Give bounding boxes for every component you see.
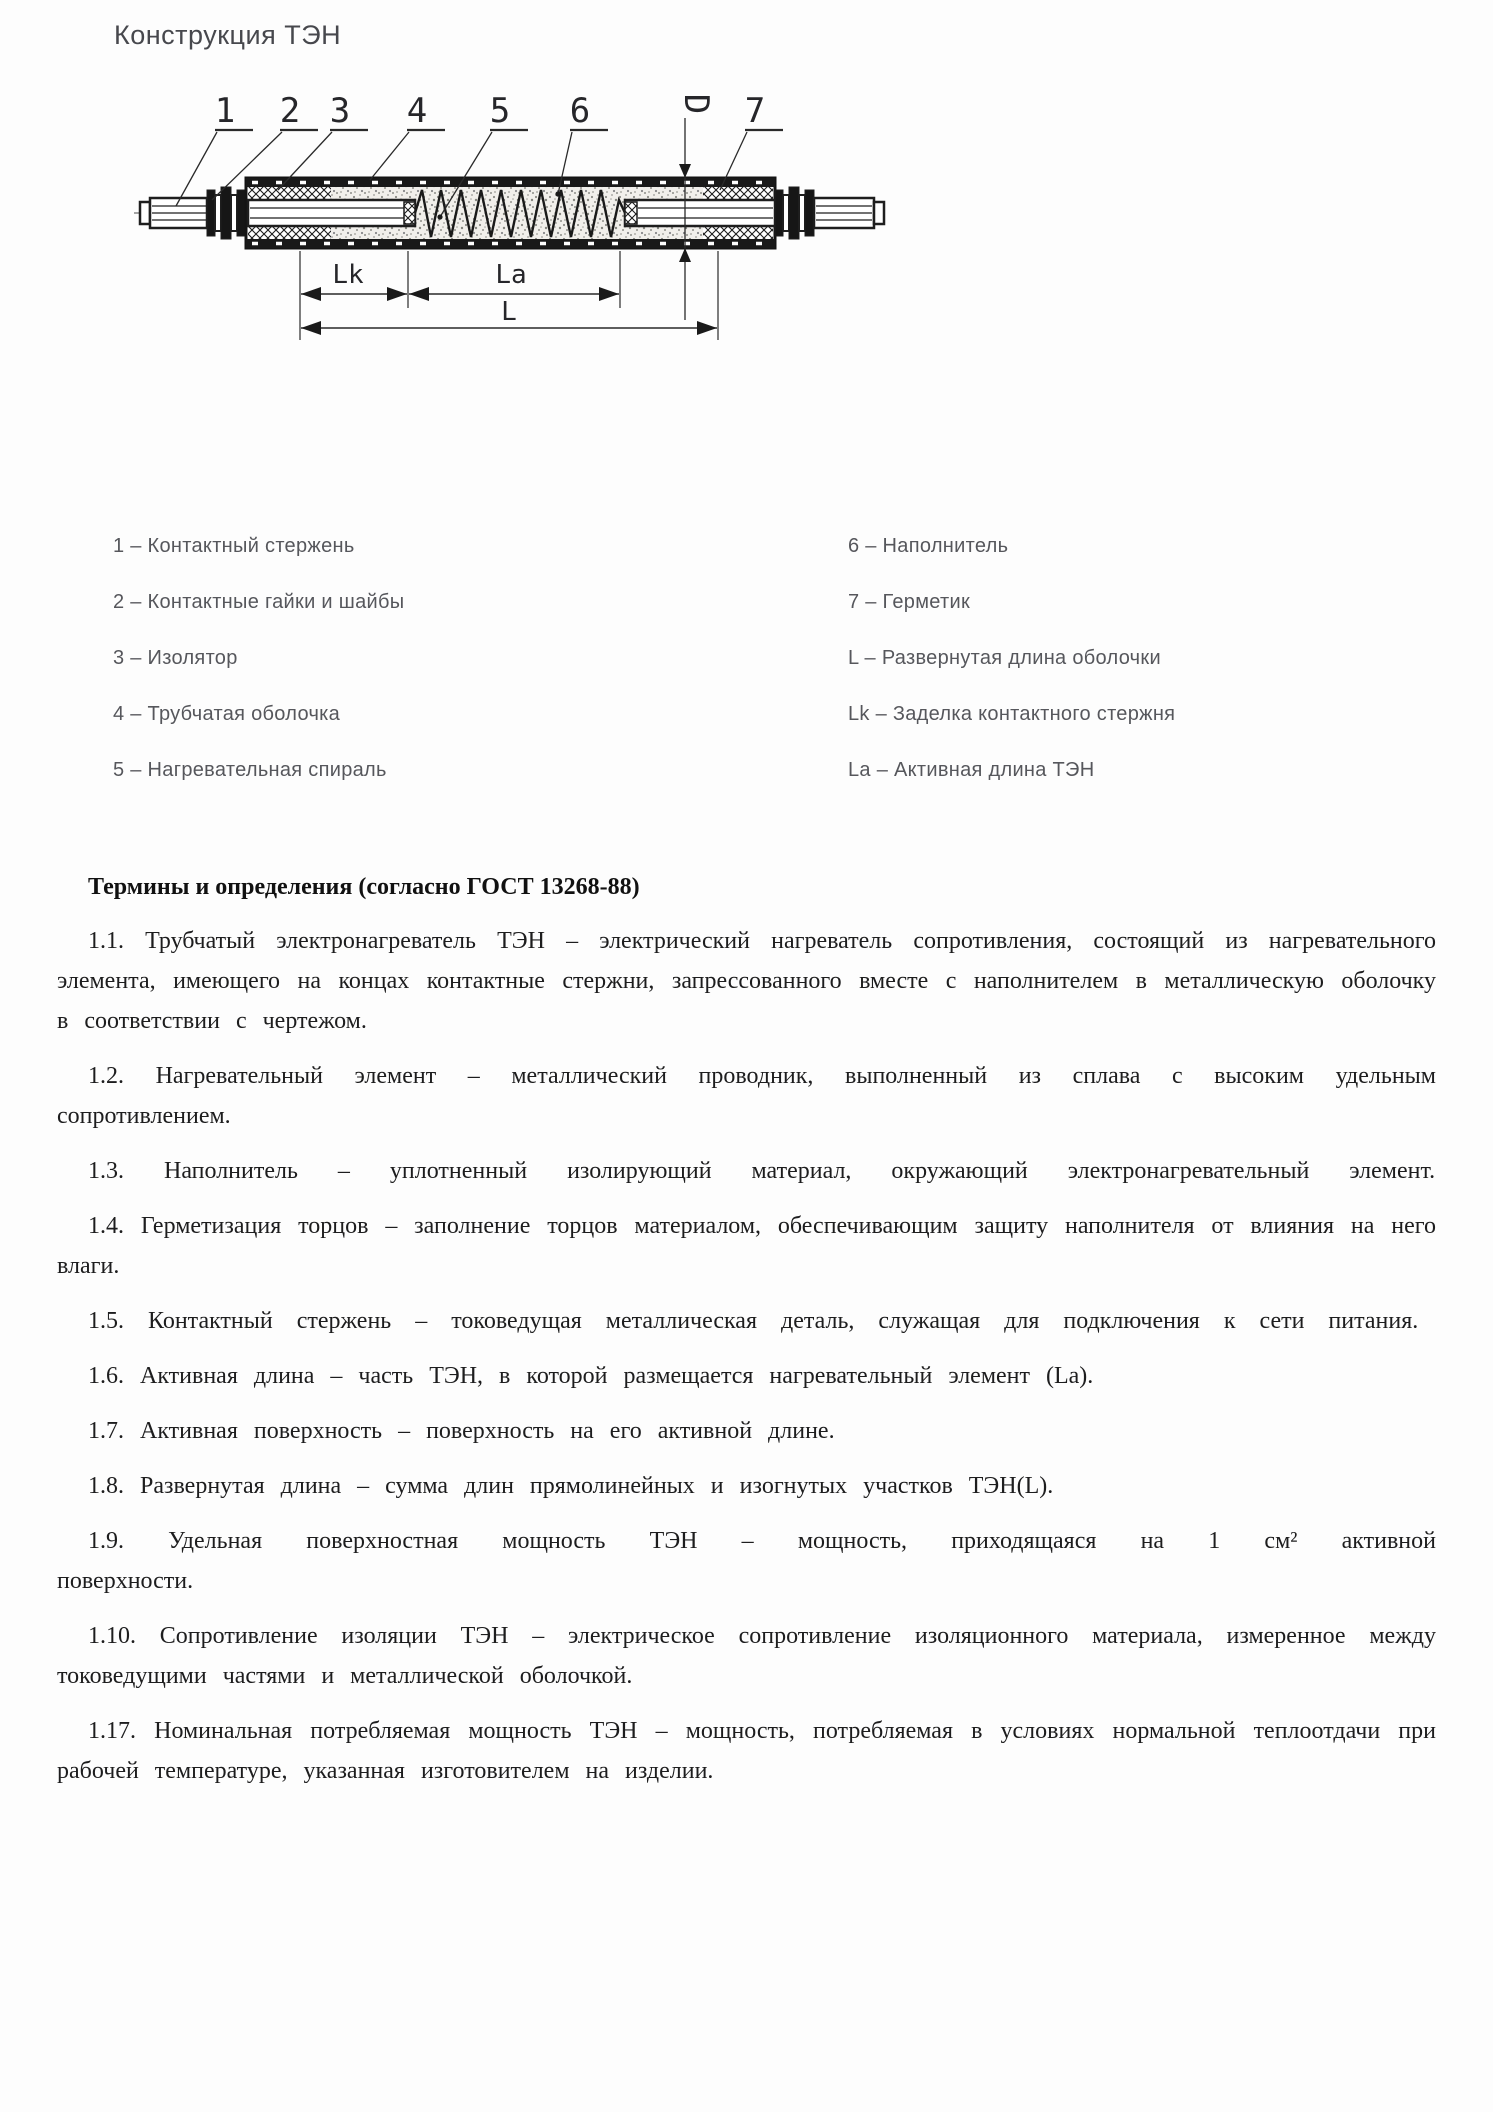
term-1-3: 1.3. Наполнитель – уплотненный изолирующий материал, окружающий электронагревательный элемент. — [88, 1158, 1436, 1184]
nut-washer-stack-right — [775, 187, 814, 239]
legend-item-4: 4 – Трубчатая оболочка — [113, 703, 341, 725]
dim-label-lk: Lk — [332, 260, 364, 290]
term-1-8: 1.8. Развернутая длина – сумма длин прямолинейных и изогнутых участков ТЭН(L). — [88, 1473, 1054, 1499]
callout-5: 5 — [489, 91, 511, 131]
legend-item-l: L – Развернутая длина оболочки — [848, 647, 1161, 669]
inner-rod-right — [625, 200, 775, 226]
callout-3: 3 — [329, 91, 351, 131]
legend-item-la: La – Активная длина ТЭН — [848, 759, 1095, 781]
contact-rod-right — [814, 198, 884, 228]
dim-label-la: La — [495, 260, 527, 290]
term-1-6: 1.6. Активная длина – часть ТЭН, в которой размещается нагревательный элемент (La). — [88, 1363, 1094, 1389]
callout-4: 4 — [406, 91, 428, 131]
dim-label-l: L — [501, 297, 517, 327]
nut-washer-stack-left — [207, 187, 246, 239]
page-title: Конструкция ТЭН — [114, 20, 342, 50]
legend-item-lk: Lk – Заделка контактного стержня — [848, 703, 1176, 725]
legend-item-1: 1 – Контактный стержень — [113, 535, 355, 557]
term-1-9: 1.9. Удельная поверхностная мощность ТЭН – мощность, приходящаяся на 1 см² активной поверхности. — [57, 1528, 1436, 1594]
term-1-17: 1.17. Номинальная потребляемая мощность ТЭН – мощность, потребляемая в условиях нормальной теплоотдачи при рабочей температуре, указанная изготовителем на изделии. — [57, 1718, 1436, 1784]
terms-section — [57, 874, 1436, 1806]
term-1-1: 1.1. Трубчатый электронагреватель ТЭН – электрический нагреватель сопротивления, состоящий из нагревательного элемента, имеющего на концах контактные стержни, запрессованного вместе с наполнителем в металлическую оболочку в соответствии с чертежом. — [57, 928, 1436, 1034]
term-1-4: 1.4. Герметизация торцов – заполнение торцов материалом, обеспечивающим защиту наполнителя от влияния на него влаги. — [57, 1213, 1436, 1279]
legend-item-5: 5 – Нагревательная спираль — [113, 759, 387, 781]
callout-1: 1 — [214, 91, 236, 131]
term-1-7: 1.7. Активная поверхность – поверхность на его активной длине. — [88, 1418, 835, 1444]
inner-rod-left — [248, 200, 415, 226]
legend-item-2: 2 – Контактные гайки и шайбы — [113, 591, 405, 613]
legend-item-3: 3 – Изолятор — [113, 647, 238, 669]
term-1-5: 1.5. Контактный стержень – токоведущая металлическая деталь, служащая для подключения к сети питания. — [88, 1308, 1419, 1334]
callout-7: 7 — [744, 91, 766, 131]
dim-label-d: D — [676, 93, 716, 115]
legend-item-7: 7 – Герметик — [848, 591, 970, 613]
term-1-2: 1.2. Нагревательный элемент – металлический проводник, выполненный из сплава с высоким удельным сопротивлением. — [57, 1063, 1436, 1129]
callout-2: 2 — [279, 91, 301, 131]
term-1-10: 1.10. Сопротивление изоляции ТЭН – электрическое сопротивление изоляционного материала, измеренное между токоведущими частями и металлической оболочкой. — [57, 1623, 1436, 1689]
terms-heading: Термины и определения (согласно ГОСТ 13268-88) — [88, 874, 640, 900]
construction-diagram — [128, 82, 908, 354]
contact-rod-left — [140, 198, 207, 228]
legend-item-6: 6 – Наполнитель — [848, 535, 1009, 557]
callout-6: 6 — [569, 91, 591, 131]
